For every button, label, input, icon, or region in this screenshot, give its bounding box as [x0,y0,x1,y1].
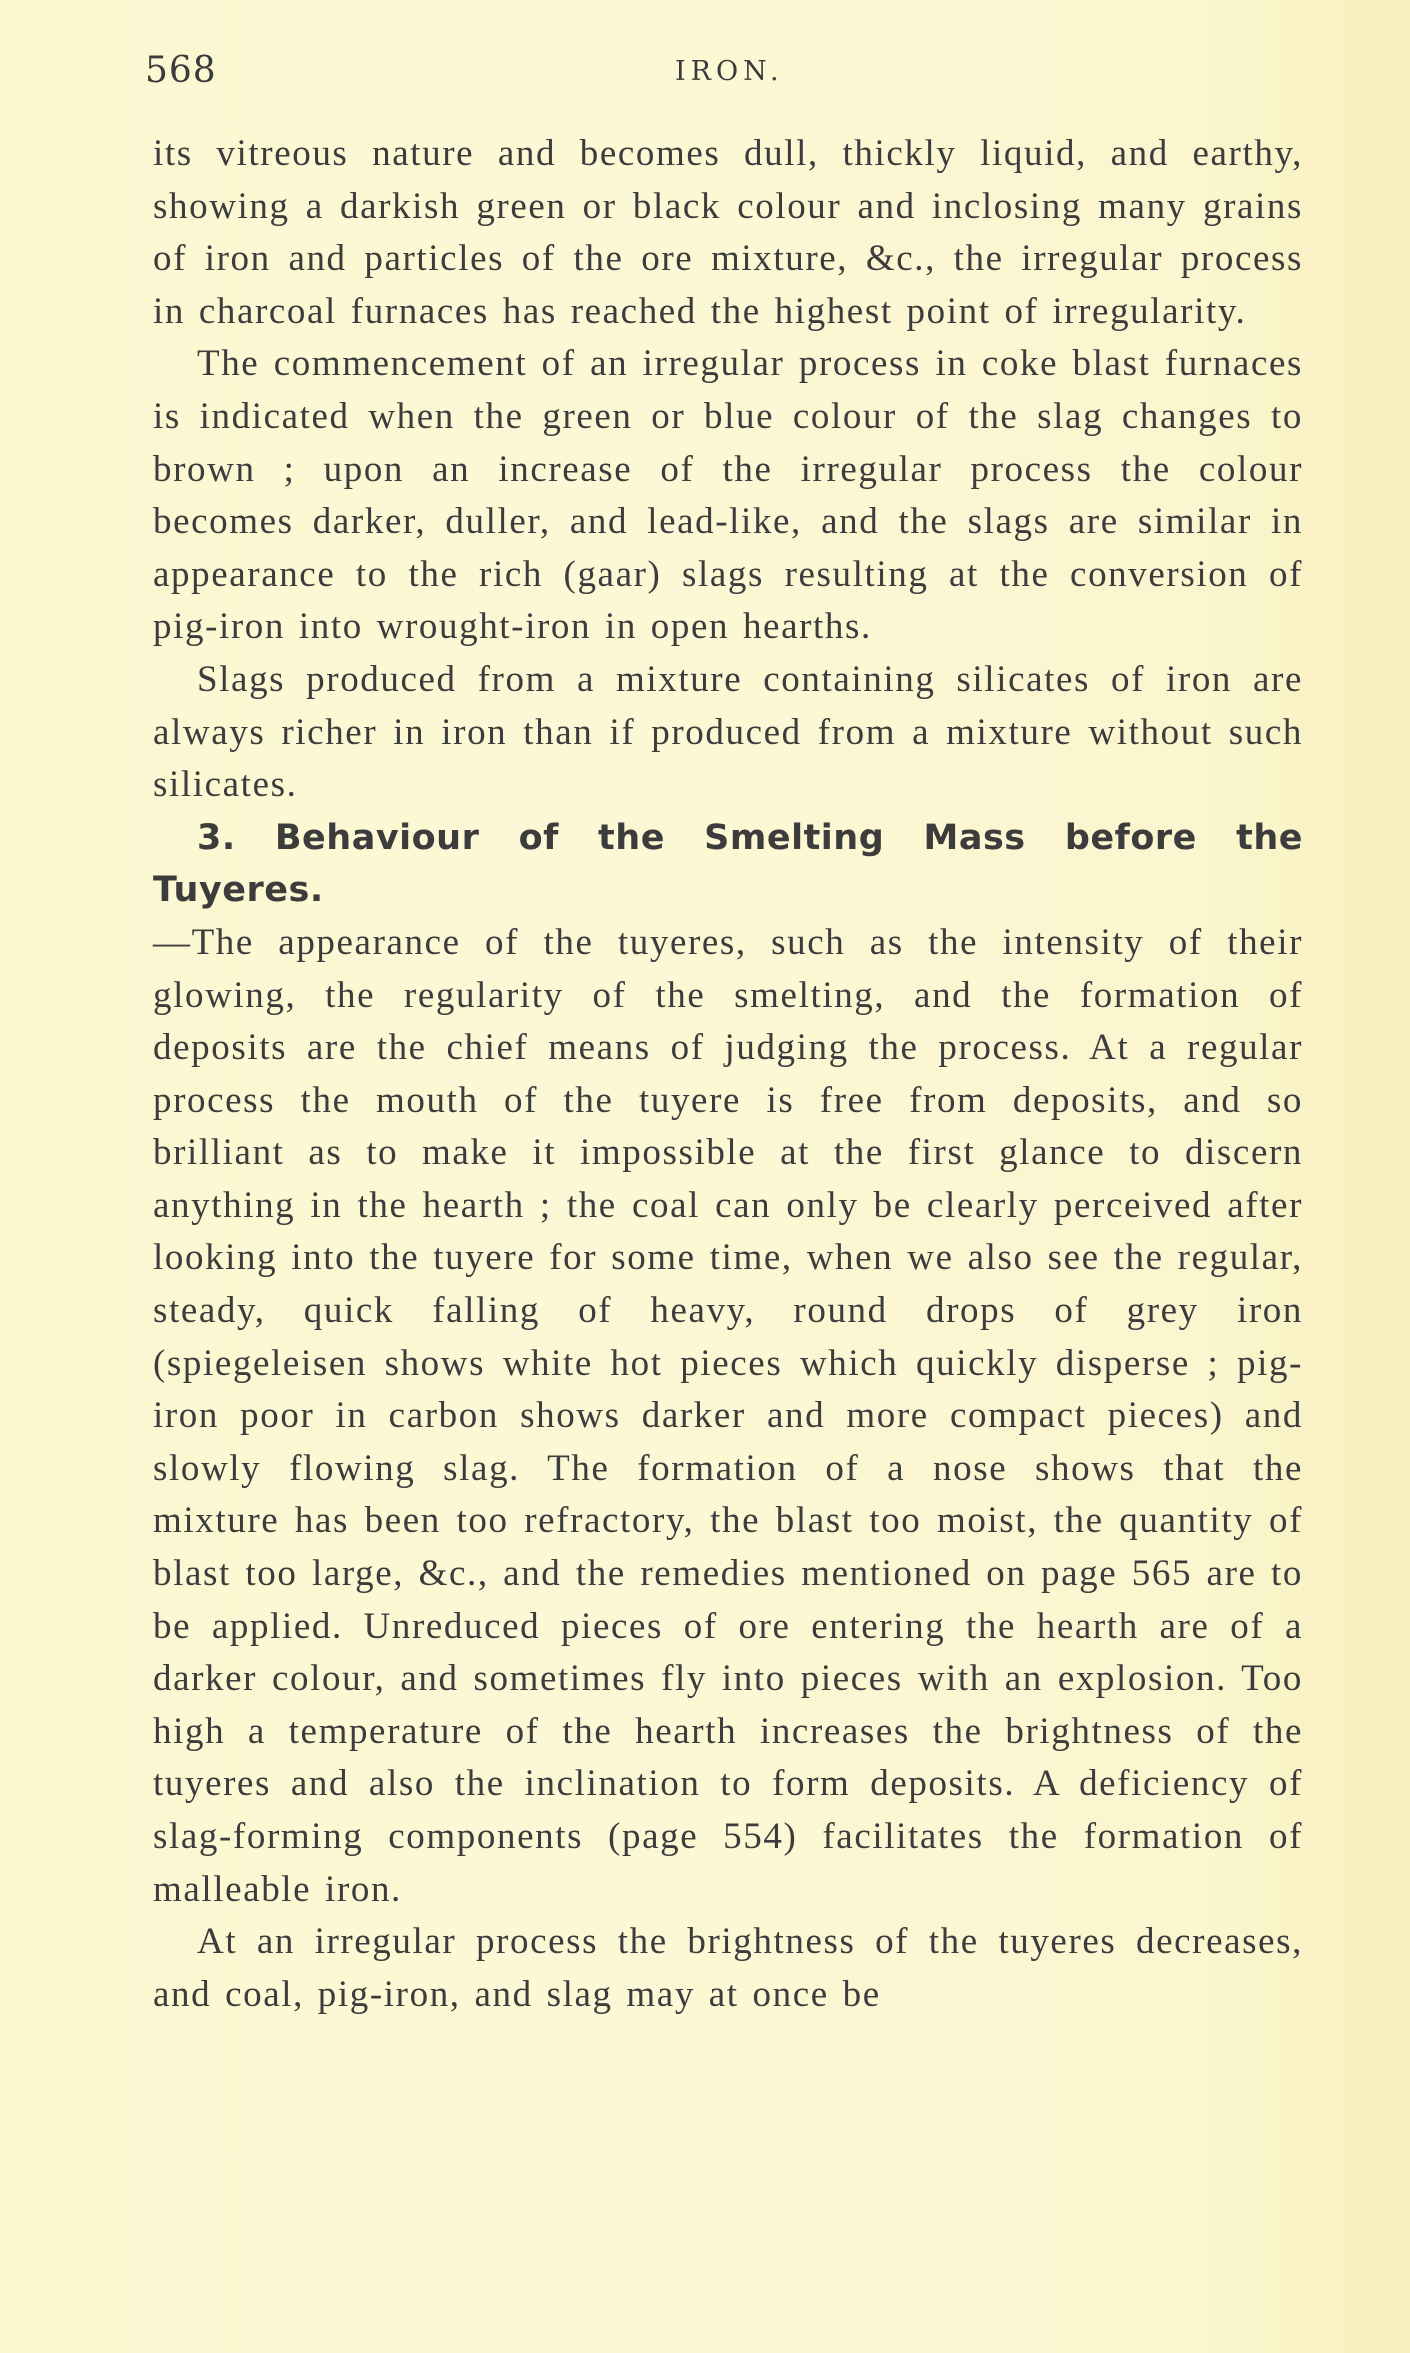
section-heading: 3. Behaviour of the Smelting Mass before the Tuyeres. [153,817,1303,911]
page-number: 568 [145,50,217,91]
paragraph-coke-furnaces: The commencement of an irregular process in coke blast furnaces is indicated when the green or blue colour of the slag changes to brown ; upon an increase of the irregular process the colour becomes darker, duller, and lead-like, and the slags are similar in appearance to the rich (gaar) slags resulting at the conversion of pig-iron into wrought-iron in open hearths. [153,343,1303,648]
running-head: IRON. [675,56,784,87]
page-header [145,50,1315,100]
paragraph-continuation: its vitreous nature and becomes dull, thickly liquid, and earthy, showing a darkish green or black colour and inclosing many grains of iron and particles of the ore mixture, &c., the irregular process in charcoal furnaces has reached the highest point of irregularity. [153,133,1303,332]
paragraph-tuyeres [153,812,1303,1916]
paragraph-silicate-slags: Slags produced from a mixture containing silicates of iron are always richer in iron than if produced from a mixture without such silicates. [153,658,1303,806]
section-body: —The appearance of the tuyeres, such as the intensity of their glowing, the regularity of the smelting, and the formation of deposits are the chief means of judging the process. At a regular process the mouth of the tuyere is free from deposits, and so brilliant as to make it impossible at the first glance to discern anything in the hearth ; the coal can only be clearly perceived after looking into the tuyere for some time, when we also see the regular, steady, quick falling of heavy, round drops of grey iron (spiegeleisen shows white hot pieces which quickly disperse ; pig-iron poor in carbon shows darker and more compact pieces) and slowly flowing slag. The formation of a nose shows that the mixture has been too refractory, the blast too moist, the quantity of blast too large, &c., and the remedies mentioned on page 565 are to be applied. Unreduced pieces of ore entering the hearth are of a darker colour, and sometimes fly into pieces with an explosion. Too high a temperature of the hearth increases the brightness of the tuyeres and also the inclination to form deposits. A deficiency of slag-forming components (page 554) facilitates the formation of malleable iron. [153,921,1303,1910]
paragraph-irregular-process: At an irregular process the brightness of the tuyeres decreases, and coal, pig-iron, and slag may at once be [153,1921,1303,2015]
body-text [153,128,1303,2021]
